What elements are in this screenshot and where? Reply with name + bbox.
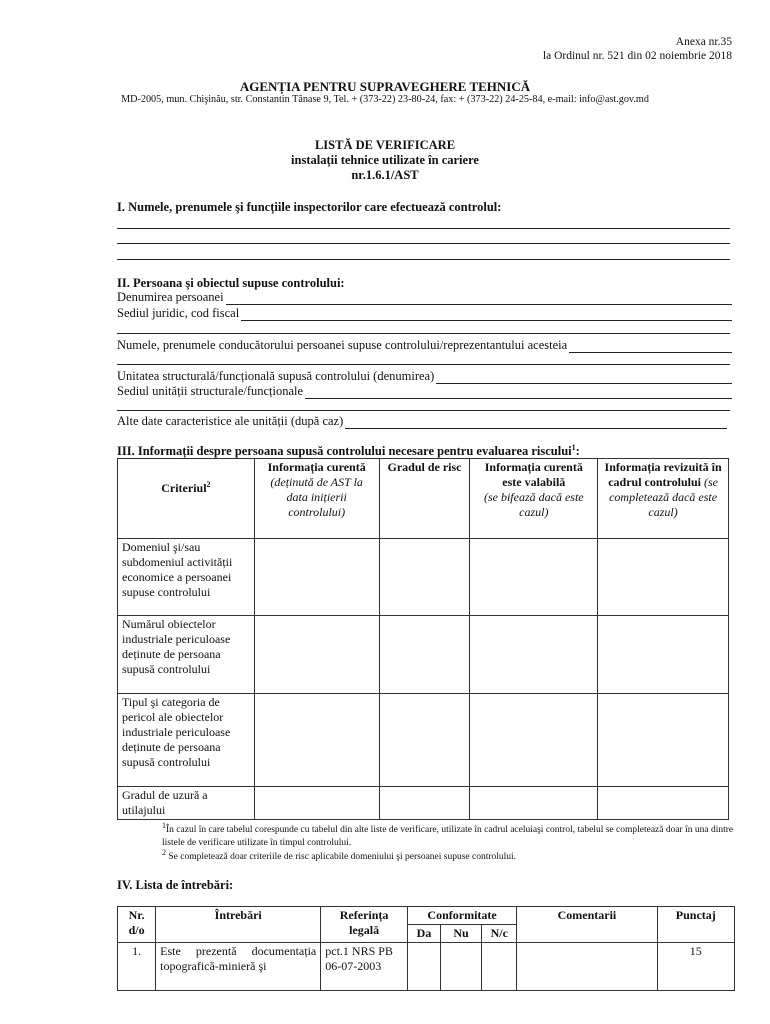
- questions-header-row-1: [118, 907, 735, 925]
- risk-info-table: [117, 458, 729, 820]
- header-criteria-text: Criteriul: [161, 481, 207, 495]
- table-row: [118, 943, 735, 991]
- inspector-line-3[interactable]: [117, 259, 730, 260]
- risk-cell[interactable]: [379, 616, 470, 694]
- inspector-line-2[interactable]: [117, 243, 730, 244]
- valid-cell[interactable]: [470, 787, 598, 820]
- fill-line[interactable]: [345, 417, 727, 429]
- question-text: Este prezentă documentația topografică-minieră şi: [156, 943, 321, 991]
- header-revised-note: (se completează dacă este cazul): [609, 475, 718, 519]
- valid-cell[interactable]: [470, 616, 598, 694]
- header-reference: Referința legală: [321, 907, 408, 943]
- header-comments: Comentarii: [517, 907, 657, 943]
- risk-cell[interactable]: [379, 694, 470, 787]
- fill-line[interactable]: [569, 341, 732, 353]
- document-subtitle: instalații tehnice utilizate în cariere: [291, 153, 479, 167]
- header-current-info-note: (deținută de AST la data inițierii controlului): [270, 475, 363, 519]
- header-conformity: Conformitate: [407, 907, 516, 925]
- section-1-title: I. Numele, prenumele şi funcțiile inspectorilor care efectuează controlul:: [117, 200, 502, 214]
- table-row: [118, 787, 729, 820]
- header-nc: N/c: [482, 925, 517, 943]
- table-row: [118, 539, 729, 616]
- header-risk: Gradul de risc: [379, 459, 470, 539]
- header-revised-text: Informația revizuită în cadrul controlului: [604, 460, 722, 489]
- risk-table-header: [118, 459, 729, 539]
- header-criteria: [118, 459, 255, 539]
- section-3-title: [117, 443, 580, 459]
- current-info-cell[interactable]: [254, 787, 379, 820]
- revised-cell[interactable]: [598, 539, 729, 616]
- footnote-2: [162, 846, 736, 864]
- unit-seat-line-2[interactable]: [117, 410, 730, 411]
- comments-cell[interactable]: [517, 943, 657, 991]
- current-info-cell[interactable]: [254, 616, 379, 694]
- field-person-name[interactable]: [117, 290, 732, 305]
- header-questions: Întrebări: [156, 907, 321, 943]
- inspector-line-1[interactable]: [117, 228, 730, 229]
- revised-cell[interactable]: [598, 787, 729, 820]
- conformity-nc-cell[interactable]: [482, 943, 517, 991]
- document-number: nr.1.6.1/AST: [351, 168, 419, 182]
- document-title: LISTĂ DE VERIFICARE: [314, 138, 456, 152]
- footnote-ref-1: 1: [571, 443, 576, 452]
- question-score: 15: [657, 943, 734, 991]
- fill-line[interactable]: [226, 293, 732, 305]
- questions-table: [117, 906, 735, 991]
- header-current-info: [254, 459, 379, 539]
- header-current-info-text: Informația curentă: [267, 460, 366, 474]
- annex-number: Anexa nr.35: [675, 36, 732, 48]
- table-row: [118, 616, 729, 694]
- legal-seat-line-2[interactable]: [117, 333, 730, 334]
- section-4-title: IV. Lista de întrebări:: [117, 878, 234, 892]
- conformity-da-cell[interactable]: [407, 943, 440, 991]
- criteria-cell: Gradul de uzură a utilajului: [118, 787, 255, 820]
- field-other-data[interactable]: [117, 414, 727, 429]
- field-label: Unitatea structurală/funcțională supusă controlului (denumirea): [117, 369, 435, 383]
- current-info-cell[interactable]: [254, 539, 379, 616]
- criteria-cell: Tipul şi categoria de pericol ale obiectelor industriale periculoase deținute de persoana supusă controlului: [118, 694, 255, 787]
- footnote-2-marker: 2: [162, 848, 166, 857]
- current-info-cell[interactable]: [254, 694, 379, 787]
- field-label: Sediul juridic, cod fiscal: [117, 306, 240, 320]
- section-3-title-colon: :: [575, 444, 580, 459]
- revised-cell[interactable]: [598, 616, 729, 694]
- fill-line[interactable]: [436, 372, 732, 384]
- header-valid-note: (se bifează dacă este cazul): [483, 490, 584, 519]
- header-revised: [598, 459, 729, 539]
- annex-order: la Ordinul nr. 521 din 02 noiembrie 2018: [542, 50, 732, 62]
- header-valid-text: Informația curentă este valabilă: [484, 460, 583, 489]
- section-3-title-text: III. Informații despre persoana supusă controlului necesare pentru evaluarea riscului: [117, 444, 572, 459]
- header-nu: Nu: [440, 925, 481, 943]
- field-label: Numele, prenumele conducătorului persoanei supuse controlului/reprezentantului acesteia: [117, 338, 568, 352]
- valid-cell[interactable]: [470, 694, 598, 787]
- agency-name: AGENȚIA PENTRU SUPRAVEGHERE TEHNICĂ: [239, 79, 531, 94]
- question-nr: 1.: [118, 943, 156, 991]
- valid-cell[interactable]: [470, 539, 598, 616]
- conformity-nu-cell[interactable]: [440, 943, 481, 991]
- criteria-cell: Numărul obiectelor industriale periculoase deținute de persoana supusă controlului: [118, 616, 255, 694]
- risk-cell[interactable]: [379, 539, 470, 616]
- section-2-title: II. Persoana şi obiectul supuse controlului:: [117, 276, 345, 290]
- field-manager[interactable]: [117, 338, 732, 353]
- footnote-1-text: În cazul în care tabelul corespunde cu tabelul din alte liste de verificare, utilizate în cadrul aceluiaşi control, tabelul se completează doar în una dintre listele de verificare utilizate în timpul controlului.: [162, 825, 734, 849]
- field-legal-seat[interactable]: [117, 306, 732, 321]
- footnote-ref-2: 2: [206, 480, 211, 489]
- header-valid: [470, 459, 598, 539]
- agency-address: MD-2005, mun. Chişinău, str. Constantin Tănase 9, Tel. + (373-22) 23-80-24, fax: + (373-22) 24-25-84, e-mail: info@ast.gov.md: [121, 94, 649, 105]
- field-structural-unit[interactable]: [117, 369, 732, 384]
- header-da: Da: [407, 925, 440, 943]
- revised-cell[interactable]: [598, 694, 729, 787]
- field-unit-seat[interactable]: [117, 384, 732, 399]
- header-score: Punctaj: [657, 907, 734, 943]
- fill-line[interactable]: [305, 387, 732, 399]
- header-nr: Nr. d/o: [118, 907, 156, 943]
- criteria-cell: Domeniul şi/sau subdomeniul activității economice a persoanei supuse controlului: [118, 539, 255, 616]
- question-reference: pct.1 NRS PB 06-07-2003: [321, 943, 408, 991]
- footnote-1-marker: 1: [162, 821, 166, 830]
- risk-cell[interactable]: [379, 787, 470, 820]
- field-label: Denumirea persoanei: [117, 290, 224, 304]
- field-label: Sediul unității structurale/funcționale: [117, 384, 304, 398]
- fill-line[interactable]: [241, 309, 732, 321]
- field-label: Alte date caracteristice ale unității (după caz): [117, 414, 344, 428]
- footnote-2-text: Se completează doar criteriile de risc aplicabile domeniului şi persoanei supuse controlului.: [168, 852, 517, 863]
- table-row: [118, 694, 729, 787]
- manager-line-2[interactable]: [117, 364, 730, 365]
